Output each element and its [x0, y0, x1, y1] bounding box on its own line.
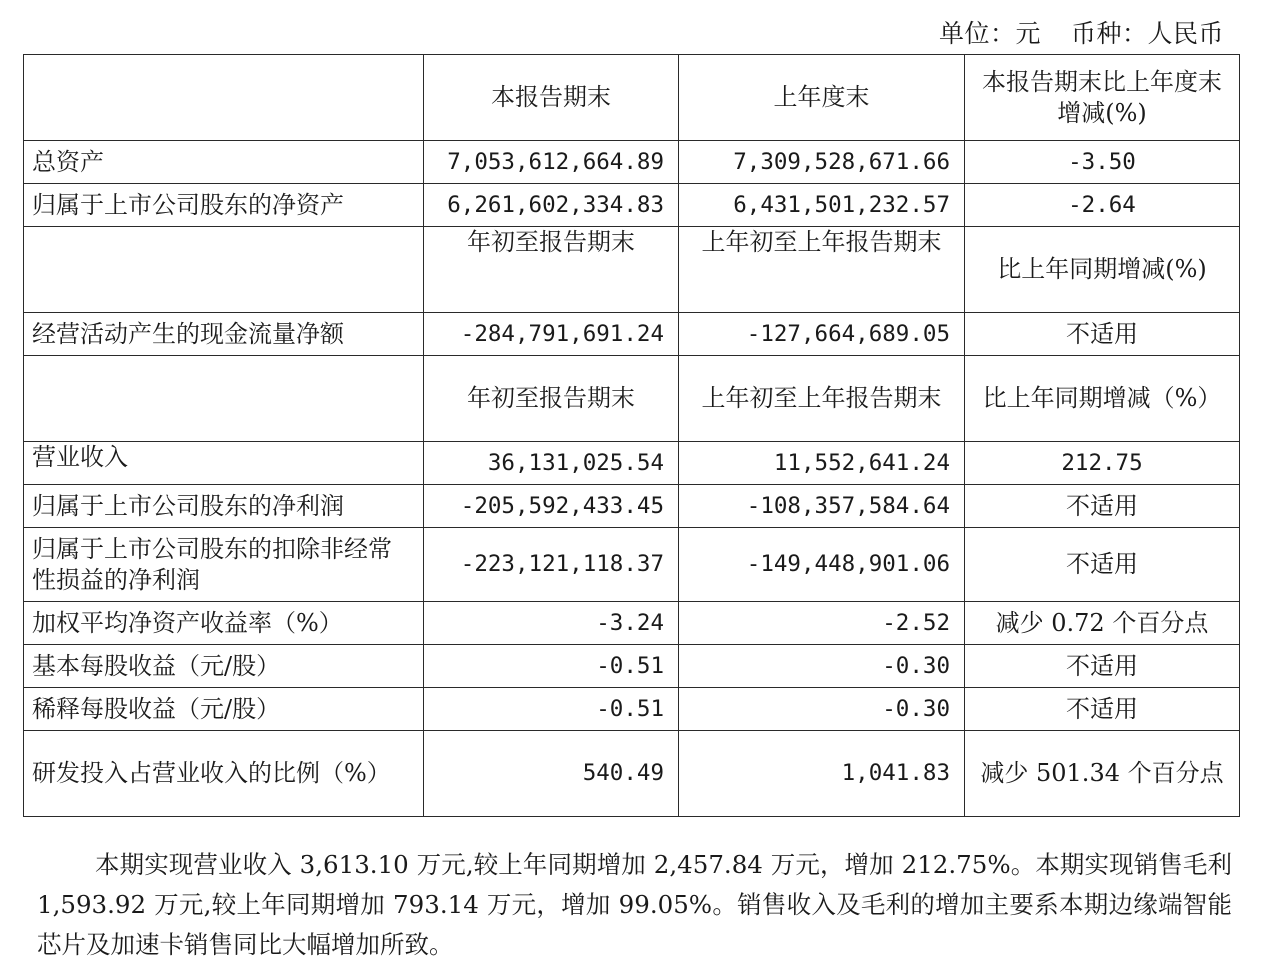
cell-value: -2.52: [679, 602, 965, 645]
header-change-vs-prior-period: 比上年同期增减（%）: [965, 356, 1240, 442]
cell-value: -149,448,901.06: [679, 528, 965, 602]
table-row: [24, 688, 1240, 731]
table-row: [24, 528, 1240, 602]
header-blank-cell: [24, 55, 424, 141]
row-label-roe: 加权平均净资产收益率（%）: [24, 602, 424, 645]
table-row: [24, 602, 1240, 645]
cell-value: -3.24: [424, 602, 679, 645]
row-label-net-profit-excl: 归属于上市公司股东的扣除非经常性损益的净利润: [24, 528, 424, 602]
cell-value: 不适用: [965, 645, 1240, 688]
header-row-period-end: [24, 55, 1240, 141]
cell-value: -2.64: [965, 184, 1240, 227]
row-label-rd-ratio: 研发投入占营业收入的比例（%）: [24, 731, 424, 817]
cell-value: 减少 501.34 个百分点: [965, 731, 1240, 817]
cell-value: 减少 0.72 个百分点: [965, 602, 1240, 645]
cell-value: 6,431,501,232.57: [679, 184, 965, 227]
cell-value: 1,041.83: [679, 731, 965, 817]
cell-value: 不适用: [965, 528, 1240, 602]
cell-value: -0.30: [679, 688, 965, 731]
cell-value: -284,791,691.24: [424, 313, 679, 356]
cell-value: 540.49: [424, 731, 679, 817]
table-row: [24, 184, 1240, 227]
header-row-ytd: [24, 227, 1240, 313]
cell-value: -3.50: [965, 141, 1240, 184]
header-ytd: 年初至报告期末: [424, 356, 679, 442]
cell-value: -108,357,584.64: [679, 485, 965, 528]
table-row: [24, 645, 1240, 688]
table-row: [24, 313, 1240, 356]
unit-currency-line: [939, 14, 1224, 50]
header-ytd: 年初至报告期末: [424, 227, 679, 313]
cell-value: 7,053,612,664.89: [424, 141, 679, 184]
table-row: [24, 141, 1240, 184]
cell-value: -0.51: [424, 645, 679, 688]
header-change-vs-prior-period: 比上年同期增减(%): [965, 227, 1240, 313]
unit-label: 单位：元: [938, 19, 1041, 48]
financial-data-table: [23, 54, 1240, 817]
header-prior-ytd: 上年初至上年报告期末: [679, 227, 965, 313]
cell-value: -0.30: [679, 645, 965, 688]
row-label-total-assets: 总资产: [24, 141, 424, 184]
cell-value: 36,131,025.54: [424, 442, 679, 485]
header-change-vs-prior-year-end: 本报告期末比上年度末增减(%): [965, 55, 1240, 141]
row-label-basic-eps: 基本每股收益（元/股）: [24, 645, 424, 688]
header-blank-cell: [24, 227, 424, 313]
cell-value: -0.51: [424, 688, 679, 731]
header-prior-year-end: 上年度末: [679, 55, 965, 141]
explanatory-note: 本期实现营业收入 3,613.10 万元,较上年同期增加 2,457.84 万元，增加 212.75%。本期实现销售毛利 1,593.92 万元,较上年同期增加 793.14 万元，增加 99.05%。销售收入及毛利的增加主要系本期边缘端智能芯片及加速卡销售同比大幅增加所致。: [37, 849, 1232, 959]
table-row: [24, 442, 1240, 485]
cell-value: 11,552,641.24: [679, 442, 965, 485]
header-prior-ytd: 上年初至上年报告期末: [679, 356, 965, 442]
row-label-diluted-eps: 稀释每股收益（元/股）: [24, 688, 424, 731]
cell-value: -223,121,118.37: [424, 528, 679, 602]
cell-value: 不适用: [965, 688, 1240, 731]
row-label-revenue: 营业收入: [24, 442, 424, 485]
row-label-net-profit: 归属于上市公司股东的净利润: [24, 485, 424, 528]
cell-value: -127,664,689.05: [679, 313, 965, 356]
cell-value: 212.75: [965, 442, 1240, 485]
header-blank-cell: [24, 356, 424, 442]
row-label-net-assets: 归属于上市公司股东的净资产: [24, 184, 424, 227]
table-row: [24, 485, 1240, 528]
cell-value: 7,309,528,671.66: [679, 141, 965, 184]
cell-value: 不适用: [965, 485, 1240, 528]
cell-value: 不适用: [965, 313, 1240, 356]
table-row: [24, 731, 1240, 817]
cell-value: 6,261,602,334.83: [424, 184, 679, 227]
currency-label: 币种：人民币: [1070, 19, 1224, 48]
cell-value: -205,592,433.45: [424, 485, 679, 528]
row-label-operating-cash-flow: 经营活动产生的现金流量净额: [24, 313, 424, 356]
header-current-period-end: 本报告期末: [424, 55, 679, 141]
header-row-ytd: [24, 356, 1240, 442]
